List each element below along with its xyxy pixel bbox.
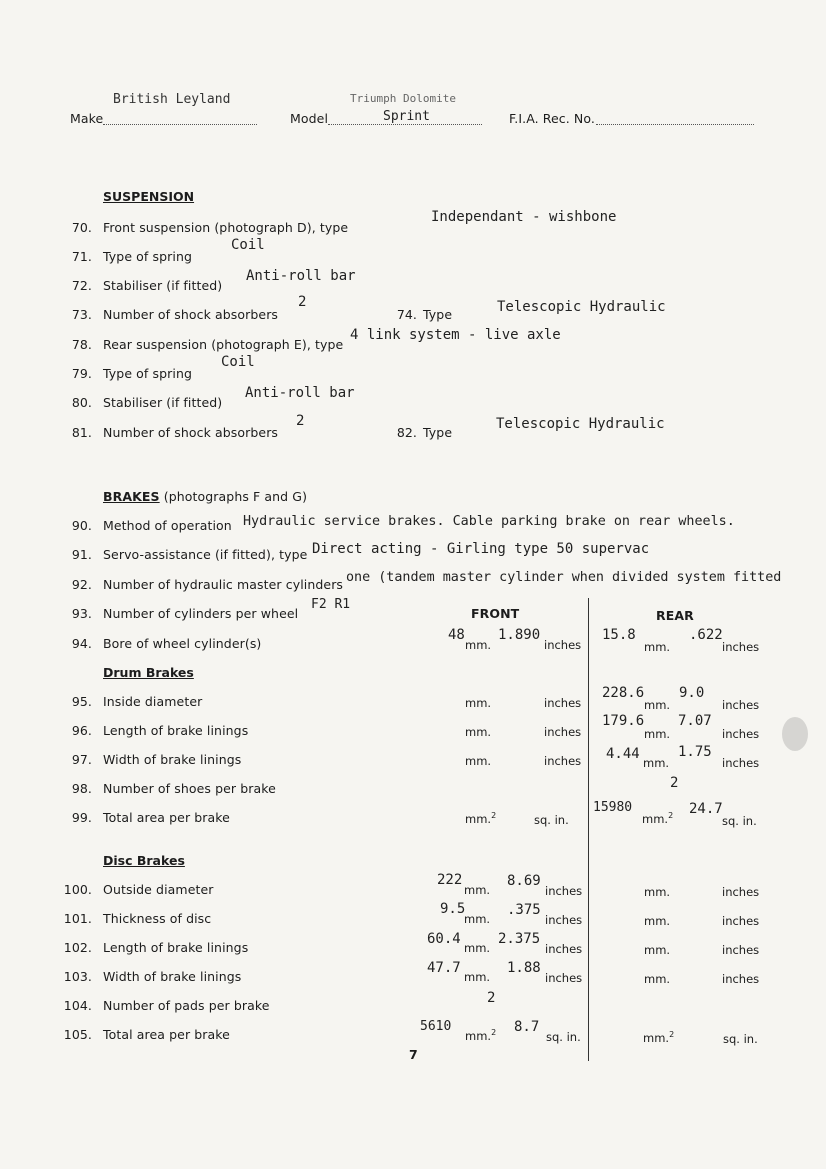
front-column-header: FRONT bbox=[471, 606, 520, 621]
item-73-label: Number of shock absorbers bbox=[103, 307, 279, 322]
item-90-label: Method of operation bbox=[103, 518, 232, 533]
item-103-front-in-unit: inches bbox=[545, 971, 583, 985]
item-97-label: Width of brake linings bbox=[103, 752, 242, 767]
item-101-label: Thickness of disc bbox=[103, 911, 212, 926]
item-103-number: 103. bbox=[63, 969, 92, 984]
item-79-value: Coil bbox=[221, 354, 255, 370]
item-94-rear-mm-unit: mm. bbox=[644, 640, 671, 654]
item-100-front-mm: 222 bbox=[437, 872, 463, 888]
item-100-rear-in-unit: inches bbox=[722, 885, 760, 899]
brakes-heading-row bbox=[103, 489, 307, 504]
item-74-value: Telescopic Hydraulic bbox=[497, 299, 666, 315]
item-101-front-mm: 9.5 bbox=[440, 901, 466, 917]
item-95-rear-in-unit: inches bbox=[722, 698, 760, 712]
column-divider bbox=[588, 598, 589, 1061]
item-93-value: F2 R1 bbox=[311, 597, 351, 612]
item-97-rear-in-unit: inches bbox=[722, 756, 760, 770]
brakes-heading: BRAKES bbox=[103, 489, 160, 504]
fia-dotted-line bbox=[596, 124, 754, 125]
drum-brakes-heading: Drum Brakes bbox=[103, 665, 194, 680]
item-94-rear-in-unit: inches bbox=[722, 640, 760, 654]
item-95-rear-mm-unit: mm. bbox=[644, 698, 671, 712]
item-99-rear-mm2: 15980 bbox=[593, 800, 633, 815]
item-78-value: 4 link system - live axle bbox=[350, 327, 561, 343]
item-100-number: 100. bbox=[63, 882, 92, 897]
item-80-number: 80. bbox=[71, 395, 92, 410]
item-80-value: Anti-roll bar bbox=[245, 385, 355, 401]
item-103-front-in: 1.88 bbox=[507, 960, 541, 976]
item-99-front-sqin-unit: sq. in. bbox=[534, 813, 569, 827]
item-97-front-mm-unit: mm. bbox=[465, 754, 492, 768]
item-96-rear-mm: 179.6 bbox=[602, 713, 645, 729]
item-99-rear-mm2-unit: mm.$^2$ bbox=[642, 811, 674, 826]
item-103-label: Width of brake linings bbox=[103, 969, 242, 984]
item-102-front-in: 2.375 bbox=[498, 931, 541, 947]
item-97-front-in-unit: inches bbox=[544, 754, 582, 768]
item-73-value: 2 bbox=[298, 294, 307, 310]
item-97-rear-mm-unit: mm. bbox=[643, 756, 670, 770]
item-90-value: Hydraulic service brakes. Cable parking brake on rear wheels. bbox=[243, 514, 735, 529]
model-label: Model bbox=[290, 111, 329, 126]
item-98-value: 2 bbox=[670, 775, 679, 791]
item-104-label: Number of pads per brake bbox=[103, 998, 270, 1013]
item-103-rear-in-unit: inches bbox=[722, 972, 760, 986]
item-98-number: 98. bbox=[71, 781, 92, 796]
item-96-label: Length of brake linings bbox=[103, 723, 249, 738]
brakes-subtitle: (photographs F and G) bbox=[163, 489, 308, 504]
item-78-number: 78. bbox=[71, 337, 92, 352]
item-99-label: Total area per brake bbox=[103, 810, 230, 825]
model-value-upper: Triumph Dolomite bbox=[350, 92, 456, 105]
item-95-number: 95. bbox=[71, 694, 92, 709]
item-95-label: Inside diameter bbox=[103, 694, 203, 709]
rear-column-header: REAR bbox=[656, 608, 694, 623]
item-96-rear-in: 7.07 bbox=[678, 713, 712, 729]
item-99-rear-sqin: 24.7 bbox=[689, 801, 723, 817]
item-99-number: 99. bbox=[71, 810, 92, 825]
make-label: Make bbox=[70, 111, 104, 126]
item-97-number: 97. bbox=[71, 752, 92, 767]
item-103-rear-mm-unit: mm. bbox=[644, 972, 671, 986]
item-96-front-in-unit: inches bbox=[544, 725, 582, 739]
item-74-label: Type bbox=[423, 307, 453, 322]
item-94-rear-mm: 15.8 bbox=[602, 627, 636, 643]
item-100-front-in-unit: inches bbox=[545, 884, 583, 898]
item-92-number: 92. bbox=[71, 577, 92, 592]
item-96-rear-mm-unit: mm. bbox=[644, 727, 671, 741]
item-105-rear-sqin-unit: sq. in. bbox=[723, 1032, 758, 1046]
item-102-front-in-unit: inches bbox=[545, 942, 583, 956]
item-95-rear-mm: 228.6 bbox=[602, 685, 645, 701]
model-value: Sprint bbox=[383, 109, 430, 124]
item-102-front-mm-unit: mm. bbox=[464, 941, 491, 955]
item-93-label: Number of cylinders per wheel bbox=[103, 606, 299, 621]
item-100-front-mm-unit: mm. bbox=[464, 883, 491, 897]
item-102-rear-mm-unit: mm. bbox=[644, 943, 671, 957]
item-99-front-mm2-unit: mm.$^2$ bbox=[465, 811, 497, 826]
item-94-number: 94. bbox=[71, 636, 92, 651]
item-95-rear-in: 9.0 bbox=[679, 685, 705, 701]
item-100-rear-mm-unit: mm. bbox=[644, 885, 671, 899]
item-70-value: Independant - wishbone bbox=[431, 209, 617, 225]
item-72-label: Stabiliser (if fitted) bbox=[103, 278, 223, 293]
item-80-label: Stabiliser (if fitted) bbox=[103, 395, 223, 410]
item-102-label: Length of brake linings bbox=[103, 940, 249, 955]
item-104-value: 2 bbox=[487, 990, 496, 1006]
item-102-number: 102. bbox=[63, 940, 92, 955]
item-105-front-sqin-unit: sq. in. bbox=[546, 1030, 581, 1044]
item-90-number: 90. bbox=[71, 518, 92, 533]
item-96-number: 96. bbox=[71, 723, 92, 738]
item-94-front-in-unit: inches bbox=[544, 638, 582, 652]
item-101-front-mm-unit: mm. bbox=[464, 912, 491, 926]
item-71-number: 71. bbox=[71, 249, 92, 264]
item-79-number: 79. bbox=[71, 366, 92, 381]
item-96-rear-in-unit: inches bbox=[722, 727, 760, 741]
disc-brakes-heading: Disc Brakes bbox=[103, 853, 185, 868]
item-94-front-in: 1.890 bbox=[498, 627, 541, 643]
item-78-label: Rear suspension (photograph E), type bbox=[103, 337, 344, 352]
item-100-label: Outside diameter bbox=[103, 882, 214, 897]
item-94-front-mm: 48 bbox=[448, 627, 465, 643]
item-93-number: 93. bbox=[71, 606, 92, 621]
item-92-value: one (tandem master cylinder when divided system fitted bbox=[346, 570, 782, 585]
item-104-number: 104. bbox=[63, 998, 92, 1013]
item-70-number: 70. bbox=[71, 220, 92, 235]
item-73-number: 73. bbox=[71, 307, 92, 322]
item-91-number: 91. bbox=[71, 547, 92, 562]
item-72-value: Anti-roll bar bbox=[246, 268, 356, 284]
item-97-rear-mm: 4.44 bbox=[606, 746, 640, 762]
item-98-label: Number of shoes per brake bbox=[103, 781, 276, 796]
item-101-front-in-unit: inches bbox=[545, 913, 583, 927]
item-103-front-mm-unit: mm. bbox=[464, 970, 491, 984]
fia-label: F.I.A. Rec. No. bbox=[509, 111, 595, 126]
item-105-front-mm2-unit: mm.$^2$ bbox=[465, 1028, 497, 1043]
item-95-front-in-unit: inches bbox=[544, 696, 582, 710]
item-82-label: Type bbox=[423, 425, 453, 440]
item-91-label: Servo-assistance (if fitted), type bbox=[103, 547, 308, 562]
item-82-number: 82. bbox=[396, 425, 417, 440]
item-91-value: Direct acting - Girling type 50 supervac bbox=[312, 541, 650, 557]
item-81-label: Number of shock absorbers bbox=[103, 425, 279, 440]
item-95-front-mm-unit: mm. bbox=[465, 696, 492, 710]
scan-smudge bbox=[782, 717, 808, 751]
item-101-rear-in-unit: inches bbox=[722, 914, 760, 928]
item-72-number: 72. bbox=[71, 278, 92, 293]
item-105-number: 105. bbox=[63, 1027, 92, 1042]
make-value: British Leyland bbox=[113, 92, 231, 107]
item-96-front-mm-unit: mm. bbox=[465, 725, 492, 739]
item-97-rear-in: 1.75 bbox=[678, 744, 712, 760]
item-94-label: Bore of wheel cylinder(s) bbox=[103, 636, 262, 651]
suspension-heading: SUSPENSION bbox=[103, 189, 195, 204]
item-82-value: Telescopic Hydraulic bbox=[496, 416, 665, 432]
item-102-front-mm: 60.4 bbox=[427, 931, 461, 947]
item-105-label: Total area per brake bbox=[103, 1027, 230, 1042]
item-101-rear-mm-unit: mm. bbox=[644, 914, 671, 928]
item-101-number: 101. bbox=[63, 911, 92, 926]
item-105-front-mm2: 5610 bbox=[420, 1019, 452, 1034]
item-71-label: Type of spring bbox=[103, 249, 193, 264]
item-99-rear-sqin-unit: sq. in. bbox=[722, 814, 757, 828]
item-81-number: 81. bbox=[71, 425, 92, 440]
item-100-front-in: 8.69 bbox=[507, 873, 541, 889]
item-102-rear-in-unit: inches bbox=[722, 943, 760, 957]
item-79-label: Type of spring bbox=[103, 366, 193, 381]
item-70-label: Front suspension (photograph D), type bbox=[103, 220, 349, 235]
item-92-label: Number of hydraulic master cylinders bbox=[103, 577, 344, 592]
item-74-number: 74. bbox=[396, 307, 417, 322]
item-94-front-mm-unit: mm. bbox=[465, 638, 492, 652]
item-94-rear-in: .622 bbox=[689, 627, 723, 643]
item-105-front-sqin: 8.7 bbox=[514, 1019, 540, 1035]
item-71-value: Coil bbox=[231, 237, 265, 253]
model-dotted-line bbox=[328, 124, 482, 125]
item-81-value: 2 bbox=[296, 413, 305, 429]
page-number: 7 bbox=[409, 1047, 418, 1062]
item-103-front-mm: 47.7 bbox=[427, 960, 461, 976]
item-105-rear-mm2-unit: mm.$^2$ bbox=[643, 1030, 675, 1045]
make-dotted-line bbox=[103, 124, 257, 125]
item-101-front-in: .375 bbox=[507, 902, 541, 918]
